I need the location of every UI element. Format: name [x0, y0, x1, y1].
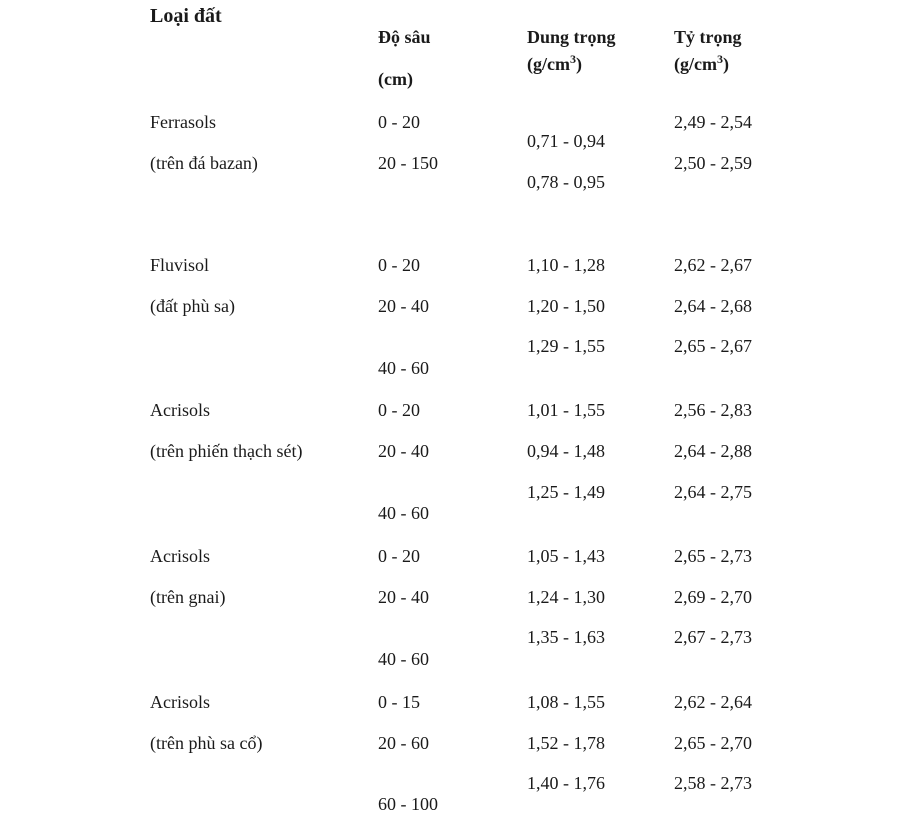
specific-gravity-cell: 2,65 - 2,73: [674, 546, 752, 566]
bulk-density-cell: 1,05 - 1,43: [527, 546, 605, 566]
specific-gravity-cell: 2,65 - 2,67: [674, 336, 752, 356]
specific-gravity-cell: 2,64 - 2,68: [674, 296, 752, 316]
bulk-density-cell: 1,08 - 1,55: [527, 692, 605, 712]
specific-gravity-cell: 2,64 - 2,75: [674, 482, 752, 502]
depth-cell: 40 - 60: [378, 649, 429, 669]
depth-cell: 20 - 150: [378, 153, 438, 173]
bulk-density-cell: 1,20 - 1,50: [527, 296, 605, 316]
soil-name: Fluvisol: [150, 255, 210, 275]
header-bulk-density-unit: $(g/cm^3)$: [527, 52, 582, 74]
specific-gravity-cell: 2,62 - 2,64: [674, 692, 752, 712]
soil-description: (trên gnai): [150, 587, 226, 607]
bulk-density-cell: 0,94 - 1,48: [527, 441, 605, 461]
specific-gravity-cell: 2,69 - 2,70: [674, 587, 752, 607]
depth-cell: 60 - 100: [378, 794, 438, 814]
bulk-density-cell: 1,25 - 1,49: [527, 482, 605, 502]
depth-cell: 20 - 40: [378, 296, 429, 316]
header-depth-unit: (cm): [378, 69, 413, 89]
bulk-density-cell: 1,35 - 1,63: [527, 627, 605, 647]
depth-cell: 0 - 20: [378, 112, 420, 132]
depth-cell: 0 - 20: [378, 400, 420, 420]
header-specific-gravity: Tỷ trọng: [674, 27, 742, 47]
depth-cell: 20 - 40: [378, 587, 429, 607]
header-specific-gravity-unit: $(g/cm^3)$: [674, 52, 729, 74]
depth-cell: 20 - 40: [378, 441, 429, 461]
depth-cell: 40 - 60: [378, 503, 429, 523]
specific-gravity-cell: 2,65 - 2,70: [674, 733, 752, 753]
specific-gravity-cell: 2,58 - 2,73: [674, 773, 752, 793]
specific-gravity-cell: 2,56 - 2,83: [674, 400, 752, 420]
bulk-density-cell: 1,10 - 1,28: [527, 255, 605, 275]
specific-gravity-cell: 2,67 - 2,73: [674, 627, 752, 647]
depth-cell: 0 - 20: [378, 255, 420, 275]
specific-gravity-cell: 2,50 - 2,59: [674, 153, 752, 173]
header-depth: Độ sâu: [378, 27, 431, 47]
depth-cell: 20 - 60: [378, 733, 429, 753]
specific-gravity-cell: 2,62 - 2,67: [674, 255, 752, 275]
soil-description: (trên phiến thạch sét): [150, 441, 303, 461]
specific-gravity-cell: 2,49 - 2,54: [674, 112, 752, 132]
header-bulk-density: Dung trọng: [527, 27, 616, 47]
bulk-density-cell: 0,78 - 0,95: [527, 172, 605, 192]
header-soil-type: Loại đất: [150, 5, 222, 27]
soil-name: Acrisols: [150, 546, 210, 566]
soil-description: (trên đá bazan): [150, 153, 258, 173]
bulk-density-cell: 1,24 - 1,30: [527, 587, 605, 607]
soil-name: Acrisols: [150, 400, 210, 420]
soil-description: (đất phù sa): [150, 296, 235, 316]
depth-cell: 40 - 60: [378, 358, 429, 378]
soil-name: Acrisols: [150, 692, 210, 712]
specific-gravity-cell: 2,64 - 2,88: [674, 441, 752, 461]
bulk-density-cell: 1,29 - 1,55: [527, 336, 605, 356]
depth-cell: 0 - 15: [378, 692, 420, 712]
soil-description: (trên phù sa cổ): [150, 733, 263, 753]
bulk-density-cell: 1,01 - 1,55: [527, 400, 605, 420]
bulk-density-cell: 0,71 - 0,94: [527, 131, 605, 151]
bulk-density-cell: 1,52 - 1,78: [527, 733, 605, 753]
depth-cell: 0 - 20: [378, 546, 420, 566]
soil-name: Ferrasols: [150, 112, 216, 132]
bulk-density-cell: 1,40 - 1,76: [527, 773, 605, 793]
